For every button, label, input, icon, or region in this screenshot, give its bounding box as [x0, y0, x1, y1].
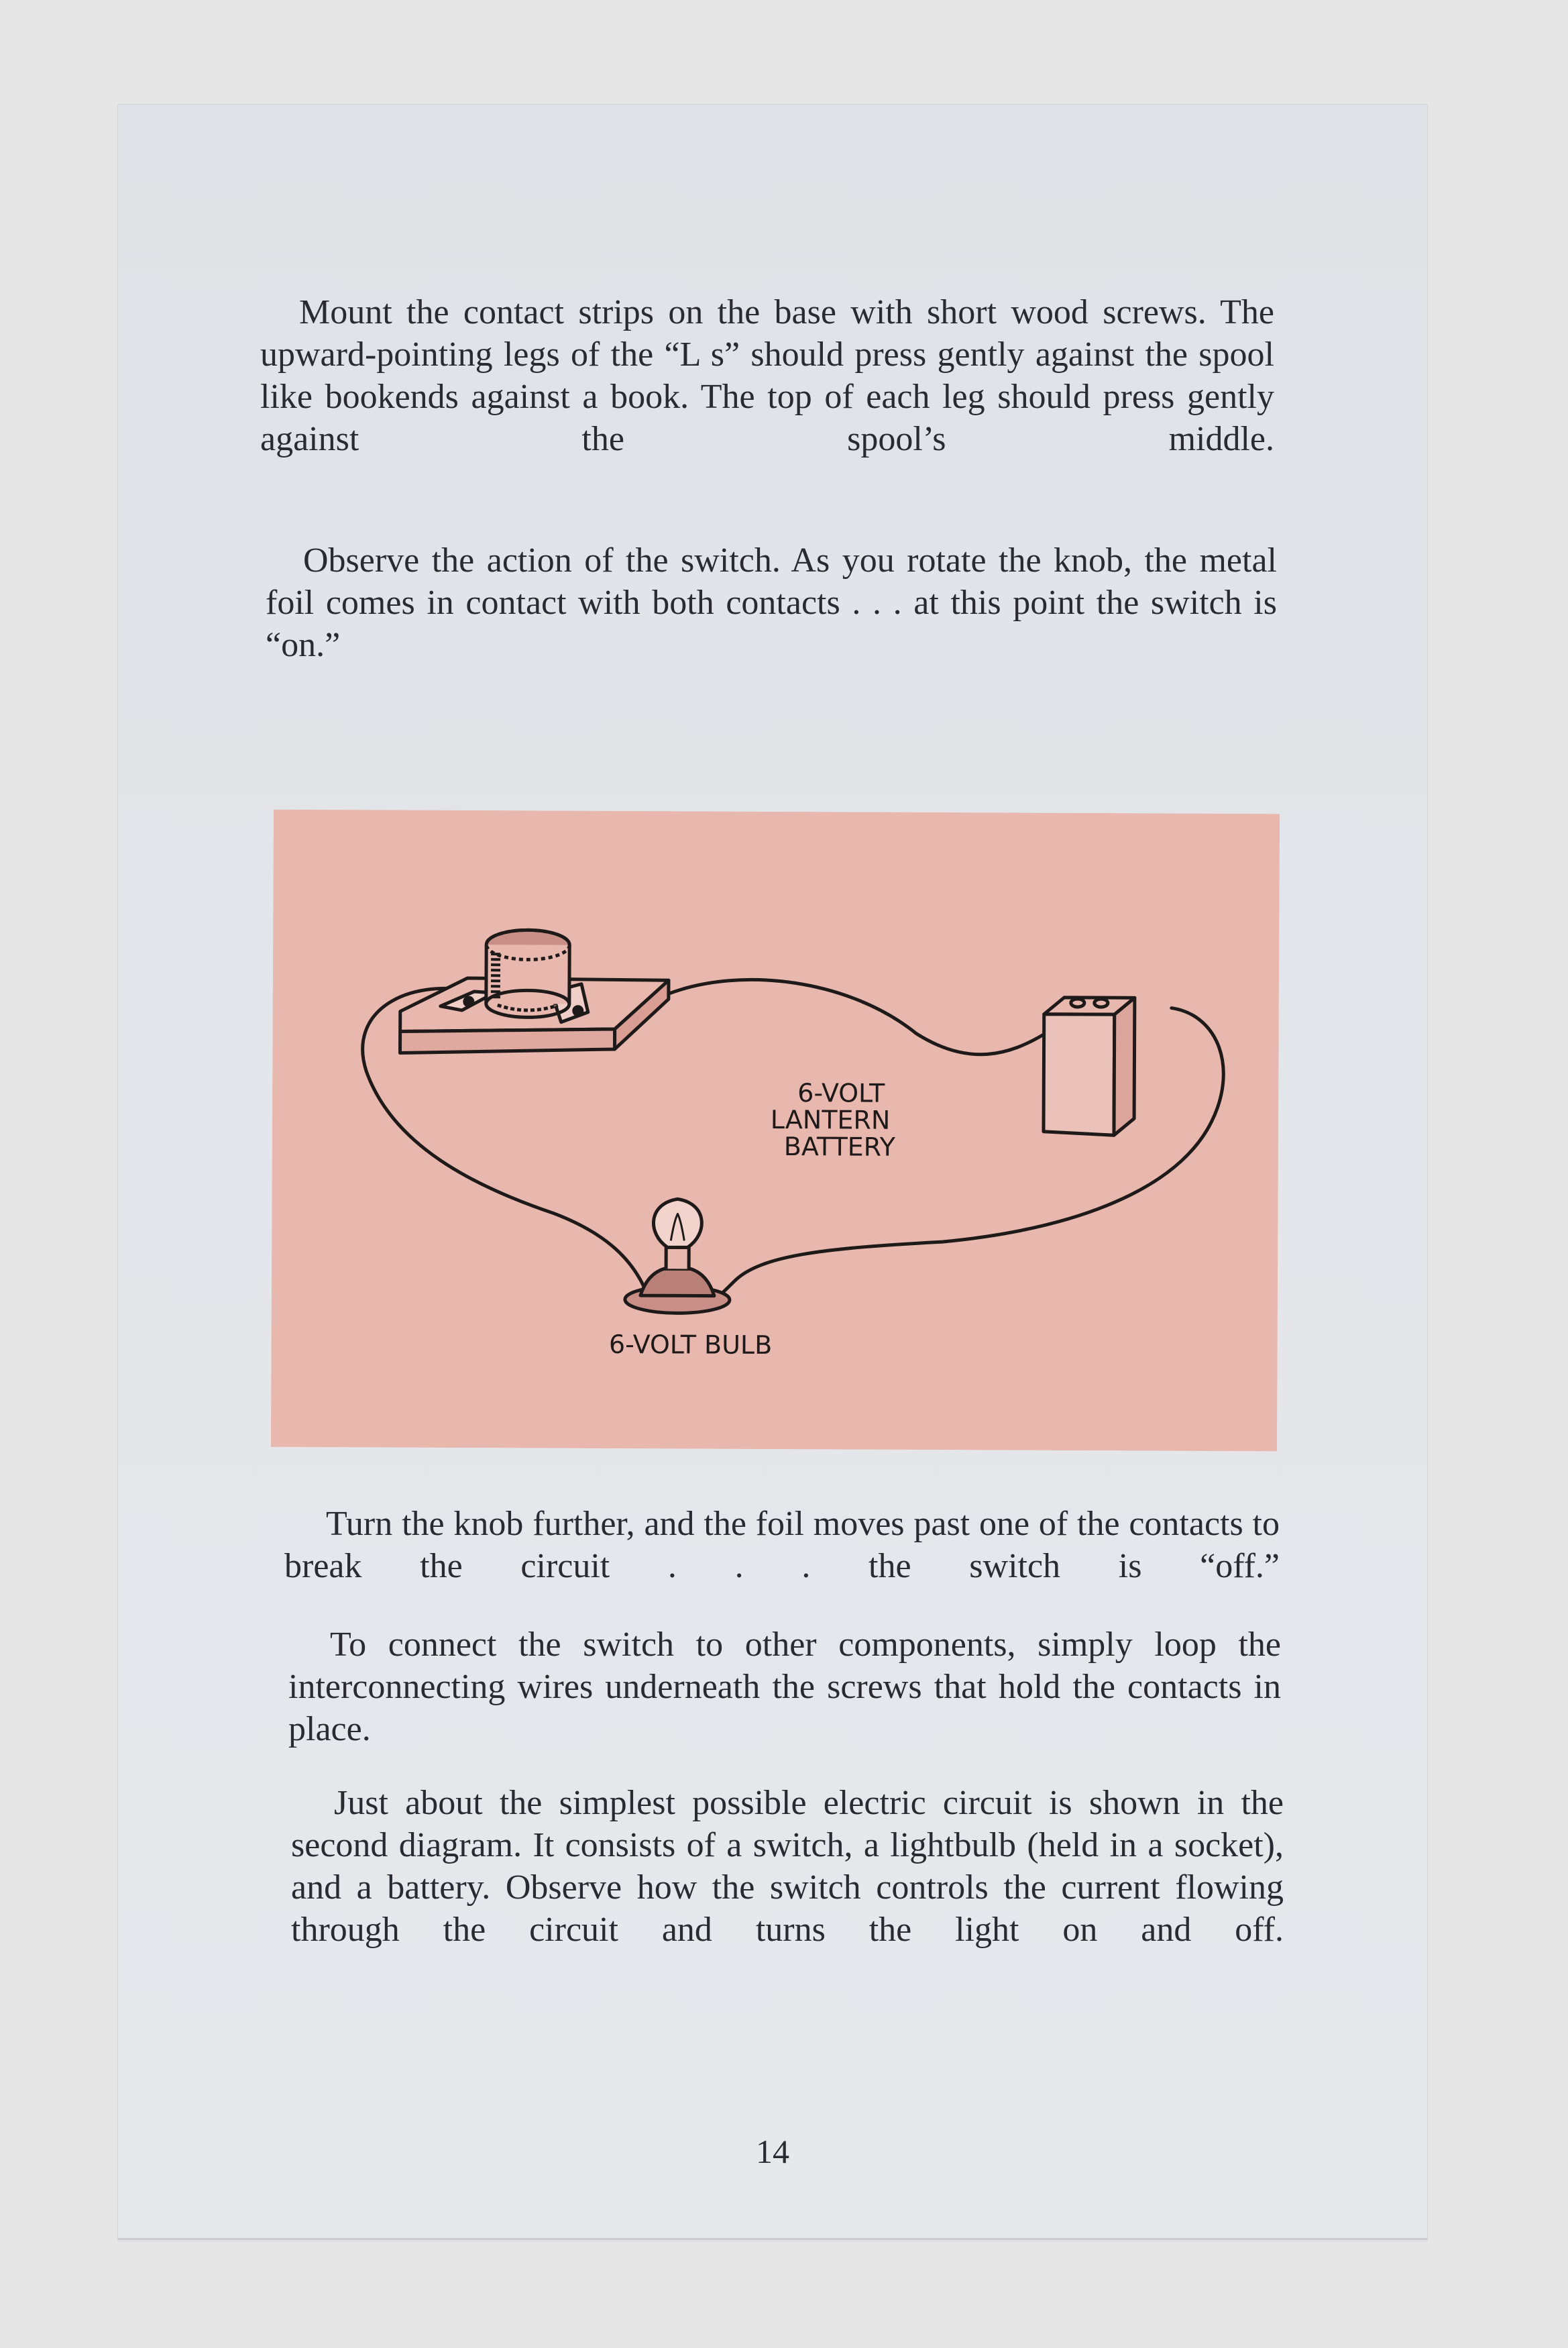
bulb-label: 6-VOLT BULB [608, 1329, 773, 1360]
circuit-illustration [271, 810, 1280, 1452]
battery-label-line-1: 6-VOLT [797, 1078, 885, 1108]
battery-label-line-3: BATTERY [783, 1132, 896, 1162]
paragraph-switch-off: Turn the knob further, and the foil moves past one of the contacts to break the circuit . . . the switch is “off.” [284, 1505, 1280, 1585]
bulb-icon [625, 1199, 730, 1314]
page-number: 14 [756, 2133, 789, 2170]
circuit-diagram [271, 810, 1280, 1452]
paragraph-simple-circuit: Just about the simplest possible electric circuit is shown in the second diagram. It consists of a switch, a lightbulb (held in a socket), and a battery. Observe how the switch controls the current flowing through the circuit and turns the light on and off. [291, 1784, 1284, 1949]
battery-icon [1044, 998, 1135, 1136]
paragraph-switch-on: Observe the action of the switch. As you rotate the knob, the metal foil comes in contact with both contacts . . . at this point the switch is “on.” [266, 541, 1277, 664]
battery-label-line-2: LANTERN [770, 1104, 891, 1135]
book-page [118, 105, 1427, 2241]
page-bottom-edge [118, 2238, 1427, 2240]
paragraph-mount-contacts: Mount the contact strips on the base with short wood screws. The upward-pointing legs of the “L s” should press gently against the spool like bookends against a book. The top of each leg should press gently against the spool’s middle. [260, 293, 1274, 458]
switch-assembly [400, 930, 669, 1055]
paragraph-connect-switch: To connect the switch to other components, simply loop the interconnecting wires underneath the screws that hold the contacts in place. [288, 1625, 1281, 1748]
